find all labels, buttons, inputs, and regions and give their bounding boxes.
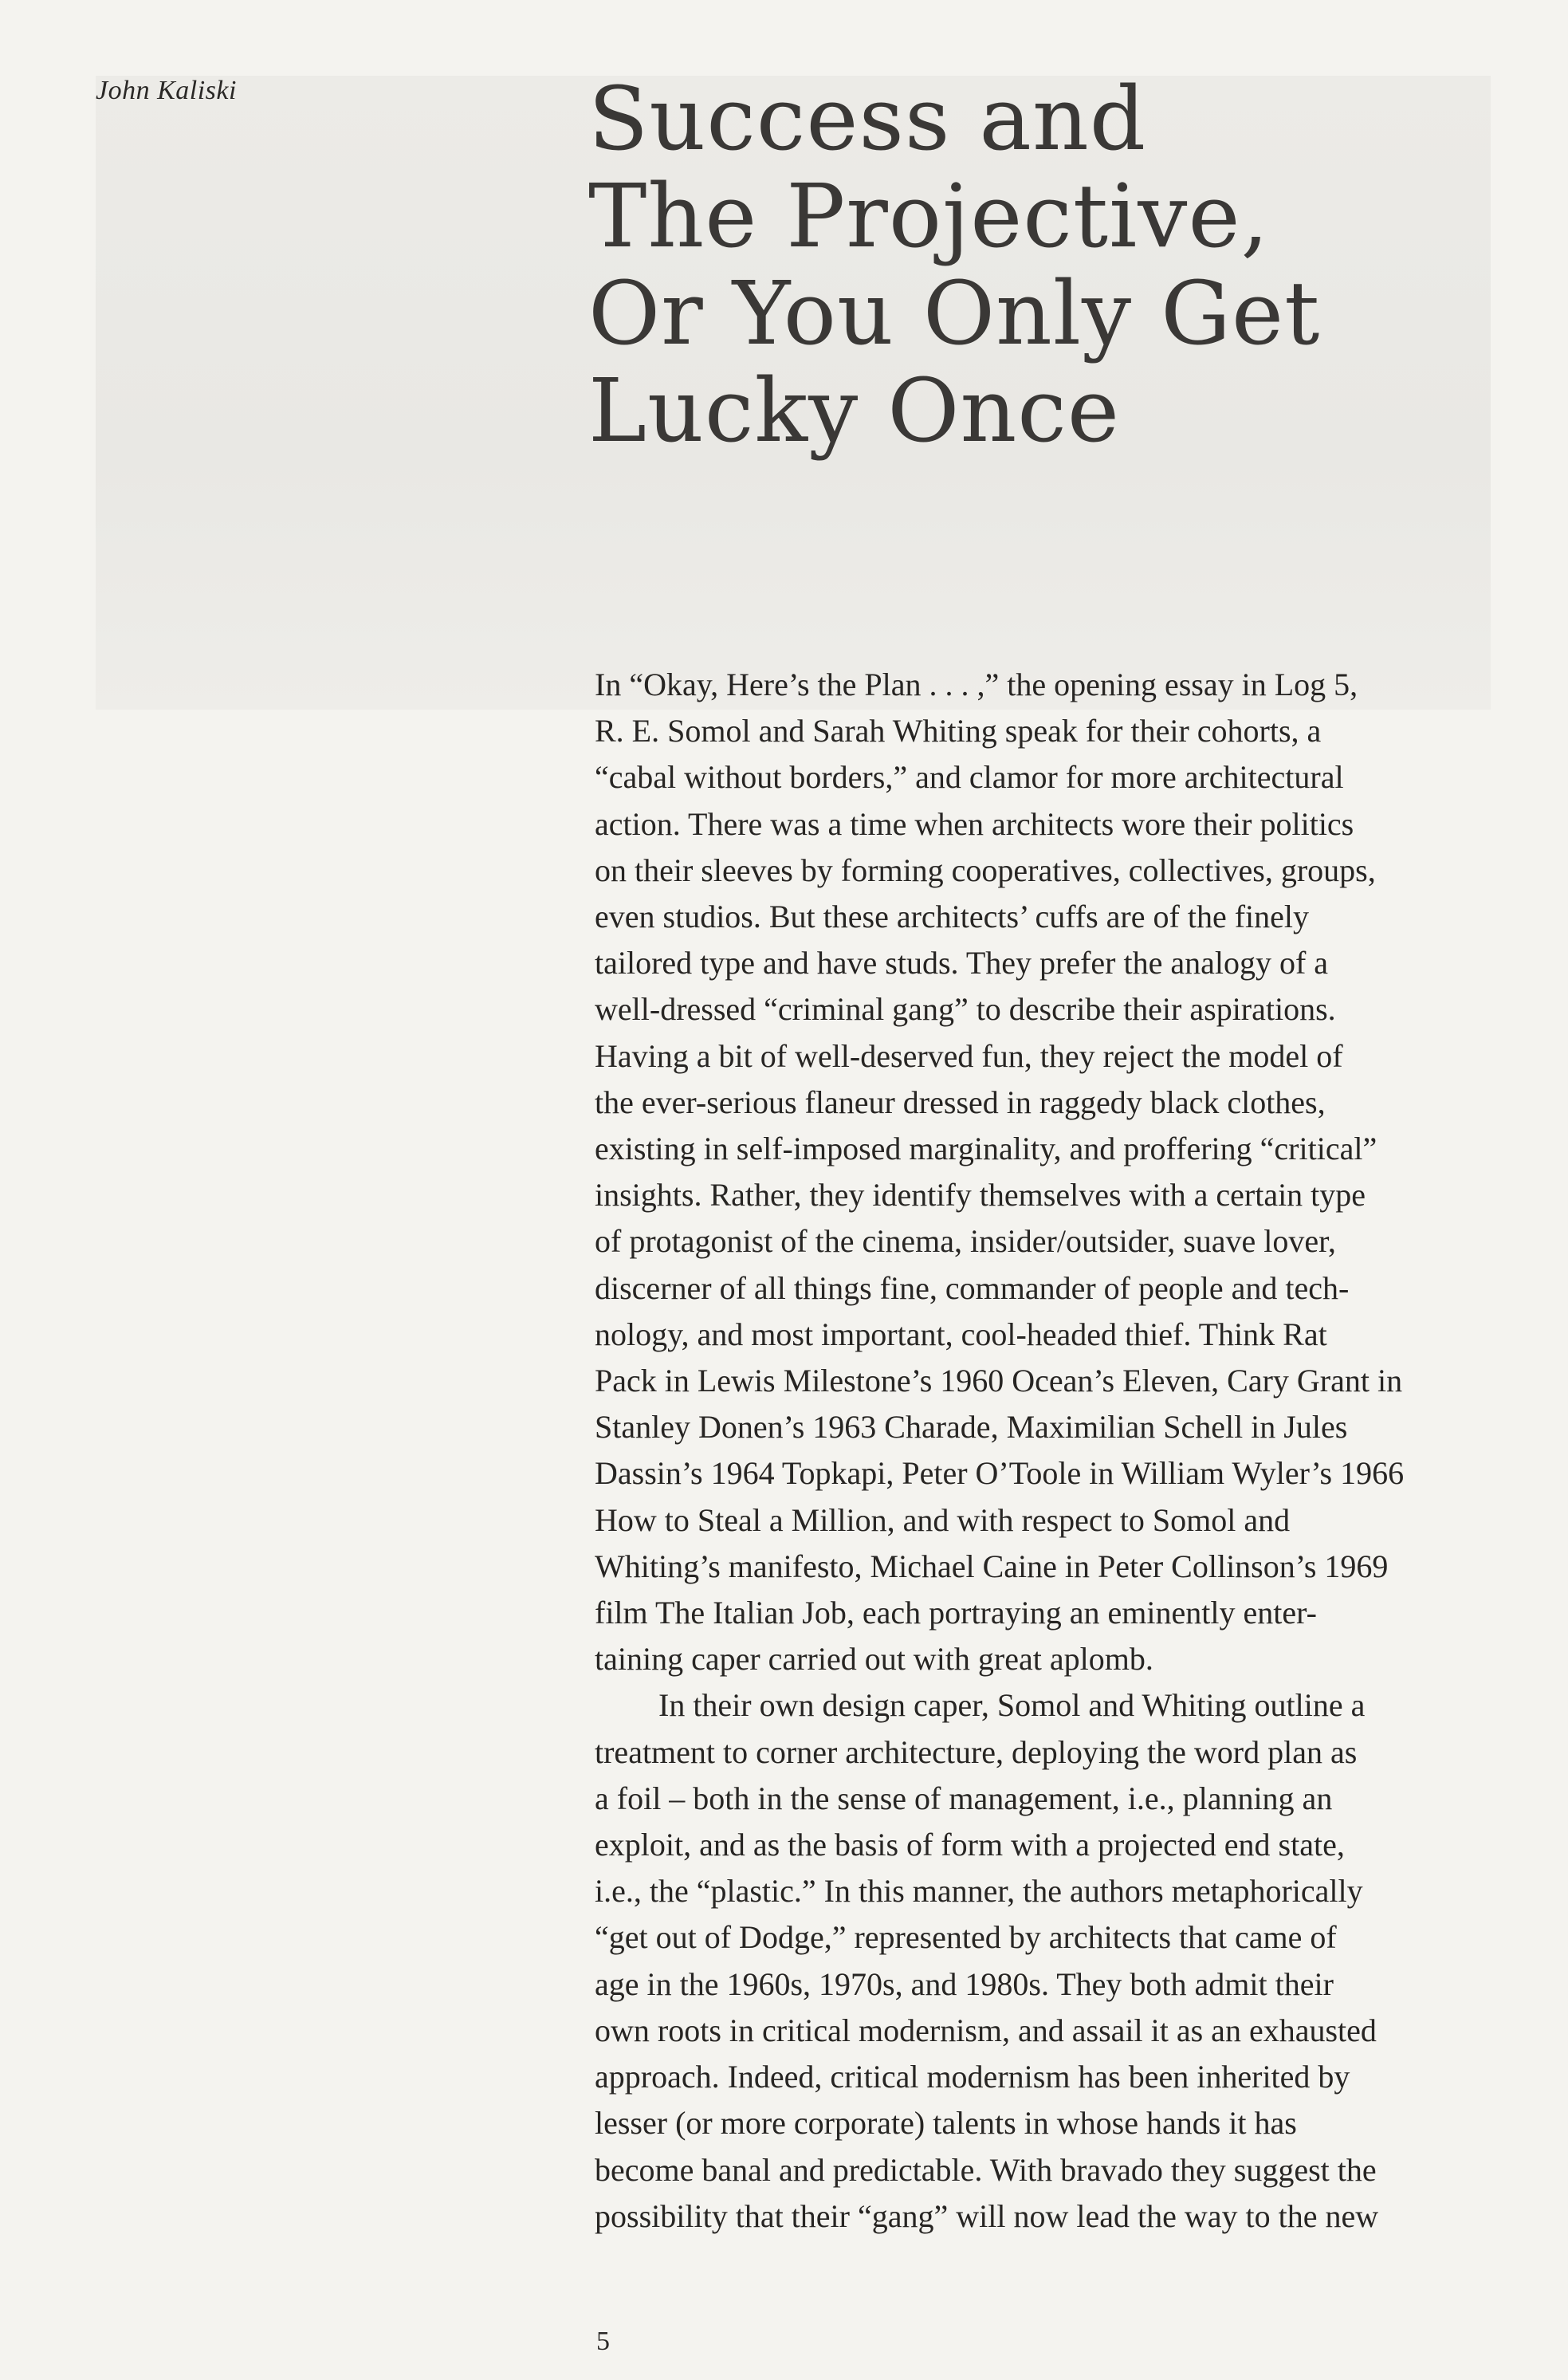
article-body bbox=[595, 662, 1511, 2240]
body-line: taining caper carried out with great aplomb. bbox=[595, 1641, 1153, 1678]
body-line: of protagonist of the cinema, insider/outsider, suave lover, bbox=[595, 1223, 1336, 1260]
body-line: Having a bit of well-deserved fun, they reject the model of bbox=[595, 1037, 1343, 1074]
body-line: i.e., the “plastic.” In this manner, the authors metaphorically bbox=[595, 1873, 1363, 1910]
title-line: Or You Only Get bbox=[588, 262, 1321, 364]
body-line: age in the 1960s, 1970s, and 1980s. They both admit their bbox=[595, 1965, 1334, 2002]
body-line: Dassin’s 1964 Topkapi, Peter O’Toole in William Wyler’s 1966 bbox=[595, 1455, 1405, 1492]
body-line: film The Italian Job, each portraying an eminently enter- bbox=[595, 1595, 1317, 1631]
body-line: In their own design caper, Somol and Whiting outline a bbox=[658, 1687, 1366, 1724]
body-line: existing in self-imposed marginality, and proffering “critical” bbox=[595, 1131, 1377, 1167]
body-line: “cabal without borders,” and clamor for more architectural bbox=[595, 759, 1344, 796]
title-line: Success and bbox=[588, 68, 1147, 170]
body-line: well-dressed “criminal gang” to describe their aspirations. bbox=[595, 991, 1336, 1028]
body-line: Stanley Donen’s 1963 Charade, Maximilian Schell in Jules bbox=[595, 1409, 1348, 1446]
body-line: even studios. But these architects’ cuffs are of the finely bbox=[595, 899, 1309, 935]
body-line: In “Okay, Here’s the Plan . . . ,” the opening essay in Log 5, bbox=[595, 667, 1358, 702]
body-line: insights. Rather, they identify themselves with a certain type bbox=[595, 1177, 1366, 1214]
body-line: “get out of Dodge,” represented by architects that came of bbox=[595, 1919, 1337, 1956]
body-line: action. There was a time when architects wore their politics bbox=[595, 805, 1354, 842]
body-line: tailored type and have studs. They prefer the analogy of a bbox=[595, 945, 1329, 982]
body-line: discerner of all things fine, commander of people and tech- bbox=[595, 1269, 1350, 1306]
body-line: exploit, and as the basis of form with a projected end state, bbox=[595, 1827, 1345, 1863]
title-line: The Projective, bbox=[588, 165, 1270, 267]
title-line: Lucky Once bbox=[588, 360, 1120, 462]
body-line: approach. Indeed, critical modernism has been inherited by bbox=[595, 2059, 1350, 2095]
body-line: a foil – both in the sense of management, i.e., planning an bbox=[595, 1780, 1333, 1816]
body-line: nology, and most important, cool-headed thief. Think Rat bbox=[595, 1316, 1327, 1352]
body-line: lesser (or more corporate) talents in whose hands it has bbox=[595, 2105, 1297, 2142]
body-line: How to Steal a Million, and with respect to Somol and bbox=[595, 1501, 1291, 1538]
author-name: John Kaliski bbox=[96, 76, 237, 105]
page-number: 5 bbox=[596, 2327, 610, 2356]
body-line: become banal and predictable. With bravado they suggest the bbox=[595, 2151, 1377, 2188]
body-line: own roots in critical modernism, and assail it as an exhausted bbox=[595, 2012, 1377, 2048]
article-title bbox=[588, 68, 1505, 462]
body-line: R. E. Somol and Sarah Whiting speak for their cohorts, a bbox=[595, 713, 1322, 749]
body-line: Pack in Lewis Milestone’s 1960 Ocean’s Eleven, Cary Grant in bbox=[595, 1363, 1403, 1399]
body-line: treatment to corner architecture, deploying the word plan as bbox=[595, 1733, 1358, 1770]
body-line: on their sleeves by forming cooperatives, collectives, groups, bbox=[595, 852, 1376, 888]
body-line: possibility that their “gang” will now lead the way to the new bbox=[595, 2197, 1379, 2234]
body-line: Whiting’s manifesto, Michael Caine in Peter Collinson’s 1969 bbox=[595, 1548, 1389, 1584]
body-line: the ever-serious flaneur dressed in raggedy black clothes, bbox=[595, 1084, 1326, 1120]
